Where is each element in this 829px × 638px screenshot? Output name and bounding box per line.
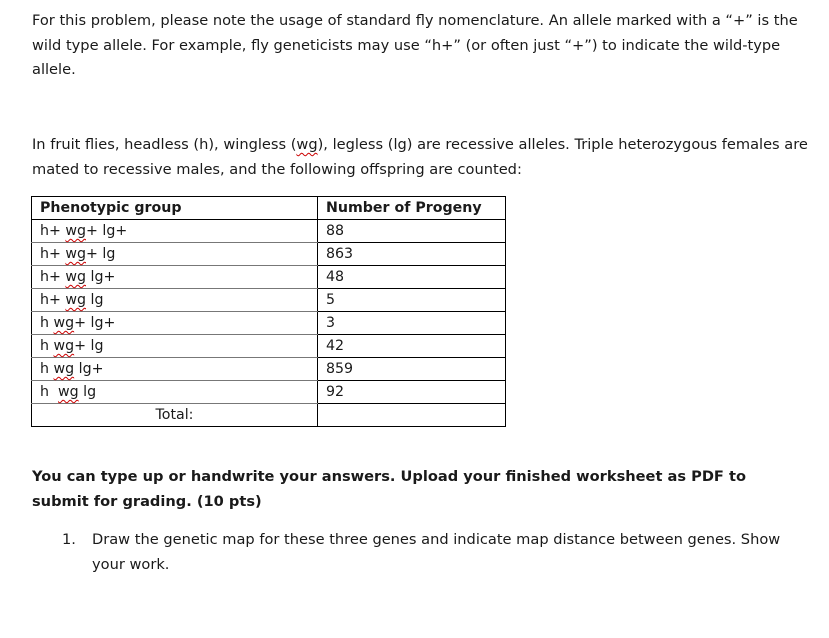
header-number-of-progeny: Number of Progeny bbox=[318, 197, 506, 220]
question-1-text: Draw the genetic map for these three genes and indicate map distance between genes. Show your work. bbox=[92, 531, 781, 573]
total-label: Total: bbox=[32, 404, 318, 427]
problem-wg-term: wg bbox=[296, 136, 318, 153]
header-phenotypic-group: Phenotypic group bbox=[32, 197, 318, 220]
count-cell: 48 bbox=[318, 266, 506, 289]
total-row bbox=[32, 404, 506, 427]
genotype-cell: h wg lg+ bbox=[32, 358, 318, 381]
table-row bbox=[32, 220, 506, 243]
table-row bbox=[32, 266, 506, 289]
count-cell: 88 bbox=[318, 220, 506, 243]
table-row bbox=[32, 243, 506, 266]
count-cell: 42 bbox=[318, 335, 506, 358]
table-header-row bbox=[32, 197, 506, 220]
table-row bbox=[32, 335, 506, 358]
count-cell: 92 bbox=[318, 381, 506, 404]
problem-text-after: ), legless (lg) are recessive alleles. Triple heterozygous females are mated to recessive males, and the following offspring are counted: bbox=[32, 136, 808, 178]
submission-instructions: You can type up or handwrite your answers. Upload your finished worksheet as PDF to submit for grading. (10 pts) bbox=[32, 468, 746, 510]
intro-paragraph: For this problem, please note the usage of standard fly nomenclature. An allele marked with a “+” is the wild type allele. For example, fly geneticists may use “h+” (or often just “+”) to indicate the wild-type allele. bbox=[32, 12, 798, 78]
total-value-cell[interactable] bbox=[318, 404, 506, 427]
genotype-cell: h wg lg bbox=[32, 381, 318, 404]
genotype-cell: h+ wg+ lg bbox=[32, 243, 318, 266]
genotype-cell: h wg+ lg+ bbox=[32, 312, 318, 335]
problem-text-before: In fruit flies, headless (h), wingless ( bbox=[32, 136, 297, 153]
progeny-table bbox=[31, 196, 506, 427]
problem-statement bbox=[32, 133, 817, 182]
table-row bbox=[32, 289, 506, 312]
count-cell: 5 bbox=[318, 289, 506, 312]
genotype-cell: h+ wg lg bbox=[32, 289, 318, 312]
genotype-cell: h wg+ lg bbox=[32, 335, 318, 358]
question-1-number: 1. bbox=[62, 531, 76, 548]
table-row bbox=[32, 381, 506, 404]
table-row bbox=[32, 312, 506, 335]
count-cell: 859 bbox=[318, 358, 506, 381]
count-cell: 3 bbox=[318, 312, 506, 335]
count-cell: 863 bbox=[318, 243, 506, 266]
genotype-cell: h+ wg+ lg+ bbox=[32, 220, 318, 243]
table-row bbox=[32, 358, 506, 381]
genotype-cell: h+ wg lg+ bbox=[32, 266, 318, 289]
